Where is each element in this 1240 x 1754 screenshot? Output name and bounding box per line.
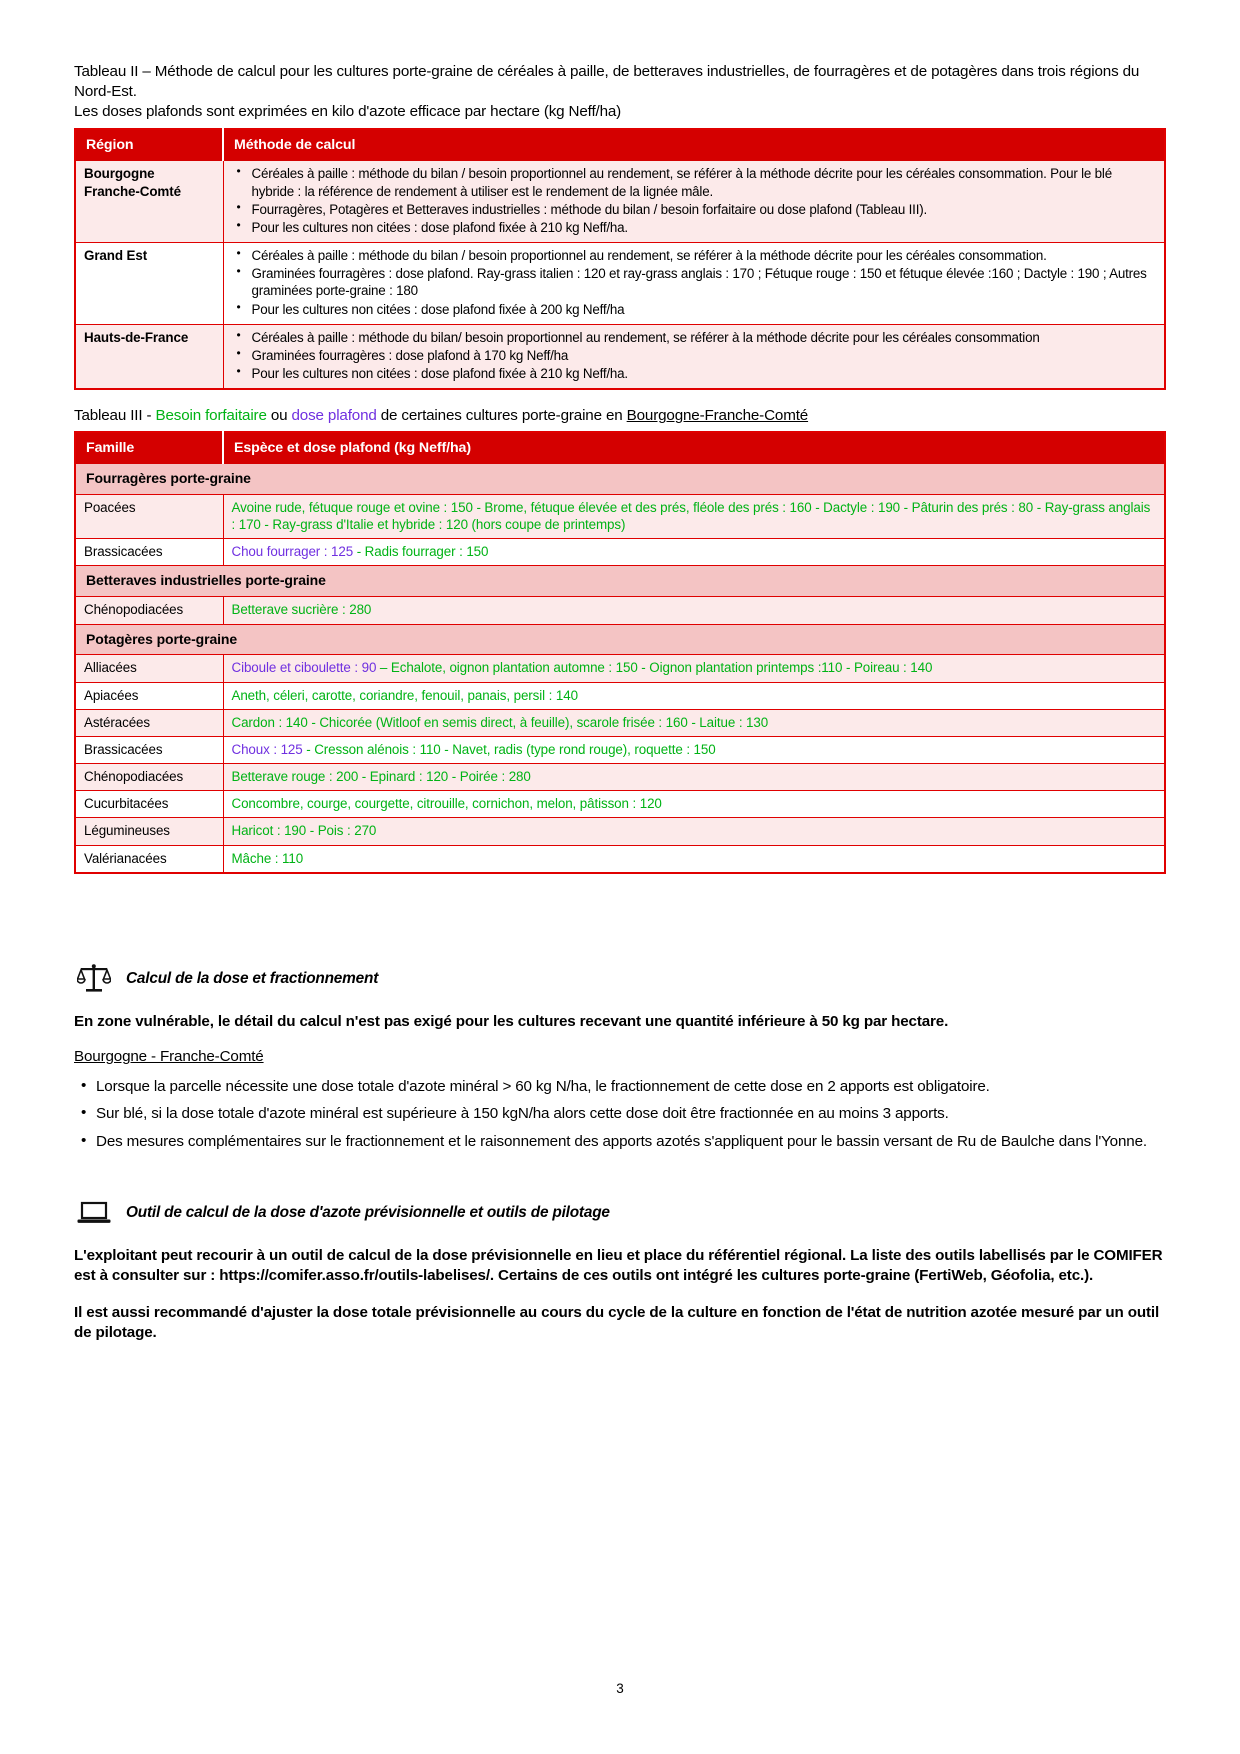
tableau2-header-region: Région bbox=[75, 129, 223, 161]
tableau3-caption-mid2: de certaines cultures porte-graine en bbox=[376, 407, 627, 425]
famille-cell: Valérianacées bbox=[75, 845, 223, 873]
section-dose-title: Calcul de la dose et fractionnement bbox=[126, 969, 379, 987]
section-dose-bullets bbox=[74, 1077, 1166, 1152]
section-outil-p1: L'exploitant peut recourir à un outil de calcul de la dose prévisionnelle en lieu et place du référentiel régional. La liste des outils labellisés par le COMIFER est à consulter sur : https://comifer.asso.fr/outils-labelises/. Certains de ces outils ont intégré les cultures porte-graine (FertiWeb, Géofolia, etc.). bbox=[74, 1247, 1163, 1285]
tableau3-caption bbox=[74, 406, 1166, 426]
famille-cell: Chénopodiacées bbox=[75, 597, 223, 624]
tableau2-region-bfc bbox=[75, 161, 223, 243]
list-item: • Pour les cultures non citées : dose plafond fixée à 210 kg Neff/ha. bbox=[250, 219, 1157, 236]
page-number: 3 bbox=[616, 1681, 624, 1696]
table-row bbox=[75, 736, 1165, 763]
table-row bbox=[75, 791, 1165, 818]
tableau3-header-row bbox=[75, 432, 1165, 464]
table-row bbox=[75, 655, 1165, 682]
espece-segment: Mâche : 110 bbox=[231, 850, 304, 866]
tableau2-method-hdf bbox=[223, 324, 1165, 389]
espece-segment: – Echalote, oignon plantation automne : 150 - Oignon plantation printemps :110 - Poireau : 140 bbox=[379, 660, 933, 676]
section-dose-header bbox=[74, 962, 1166, 996]
table-row bbox=[75, 818, 1165, 845]
espece-cell bbox=[223, 791, 1165, 818]
famille-cell: Apiacées bbox=[75, 682, 223, 709]
espece-cell bbox=[223, 845, 1165, 873]
famille-cell: Poacées bbox=[75, 494, 223, 538]
list-item: • Pour les cultures non citées : dose plafond fixée à 210 kg Neff/ha. bbox=[250, 365, 1157, 382]
tableau2 bbox=[74, 128, 1166, 390]
scales-balance-icon bbox=[74, 962, 114, 996]
espece-segment: Betterave rouge : 200 - Epinard : 120 - Poirée : 280 bbox=[231, 769, 531, 785]
tableau3-header-famille: Famille bbox=[75, 432, 223, 464]
list-item: • Céréales à paille : méthode du bilan / besoin proportionnel au rendement, se référer à la méthode décrite pour les céréales consommation. bbox=[250, 247, 1157, 264]
section-outil-header bbox=[74, 1196, 1166, 1230]
tableau3 bbox=[74, 431, 1166, 874]
tableau2-method-bfc bbox=[223, 161, 1165, 243]
table-row bbox=[75, 243, 1165, 325]
table-row bbox=[75, 494, 1165, 538]
espece-segment: Concombre, courge, courgette, citrouille, cornichon, melon, pâtisson : 120 bbox=[231, 796, 662, 812]
table-group-row bbox=[75, 624, 1165, 655]
espece-segment: Avoine rude, fétuque rouge et ovine : 150 - Brome, fétuque élevée et des prés, fléole des prés : 160 - Dactyle : 190 - Pâturin des prés : 80 - Ray-grass anglais : 170 - Ray-grass d'Italie et hybride : 120 (hors coupe de printemps) bbox=[231, 499, 1151, 533]
espece-segment: Haricot : 190 - Pois : 270 bbox=[231, 823, 377, 839]
section-outil-p2: Il est aussi recommandé d'ajuster la dose totale prévisionnelle au cours du cycle de la culture en fonction de l'état de nutrition azotée mesuré par un outil de pilotage. bbox=[74, 1303, 1160, 1342]
list-item: • Des mesures complémentaires sur le fractionnement et le raisonnement des apports azotés s'appliquent pour le bassin versant de Ru de Baulche dans l'Yonne. bbox=[96, 1132, 1166, 1152]
tableau3-caption-region: Bourgogne-Franche-Comté bbox=[626, 407, 809, 425]
list-item: • Céréales à paille : méthode du bilan/ besoin proportionnel au rendement, se référer à la méthode décrite pour les céréales consommation bbox=[250, 329, 1157, 346]
tableau2-region-hdf: Hauts-de-France bbox=[75, 324, 223, 389]
tableau3-caption-mid1: ou bbox=[266, 407, 292, 425]
table-row bbox=[75, 539, 1165, 566]
list-item: • Graminées fourragères : dose plafond. Ray-grass italien : 120 et ray-grass anglais : 170 ; Fétuque rouge : 150 et fétuque élevée :160 ; Dactyle : 190 ; Autres graminées porte-graine : 180 bbox=[250, 265, 1157, 299]
section-dose-intro: En zone vulnérable, le détail du calcul n'est pas exigé pour les cultures recevant une quantité inférieure à 50 kg par hectare. bbox=[74, 1012, 949, 1030]
region-line2: Franche-Comté bbox=[84, 183, 181, 199]
table-row bbox=[75, 709, 1165, 736]
group-title: Potagères porte-graine bbox=[75, 624, 1165, 655]
section-outil-title: Outil de calcul de la dose d'azote prévisionnelle et outils de pilotage bbox=[126, 1204, 610, 1222]
list-item: • Pour les cultures non citées : dose plafond fixée à 200 kg Neff/ha bbox=[250, 301, 1157, 318]
espece-segment: Ciboule et ciboulette : 90 bbox=[231, 660, 380, 676]
famille-cell: Chénopodiacées bbox=[75, 764, 223, 791]
tableau3-caption-prefix: Tableau III - bbox=[74, 407, 156, 425]
espece-cell bbox=[223, 736, 1165, 763]
tableau2-caption-line1: Tableau II – Méthode de calcul pour les cultures porte-graine de céréales à paille, de betteraves industrielles, de fourragères et de potagères dans trois régions du Nord-Est. bbox=[74, 63, 1140, 100]
table-group-row bbox=[75, 464, 1165, 495]
espece-cell bbox=[223, 494, 1165, 538]
tableau2-region-grandest: Grand Est bbox=[75, 243, 223, 325]
famille-cell: Brassicacées bbox=[75, 539, 223, 566]
espece-cell bbox=[223, 818, 1165, 845]
tableau3-header-espece: Espèce et dose plafond (kg Neff/ha) bbox=[223, 432, 1165, 464]
espece-segment: Betterave sucrière : 280 bbox=[231, 602, 372, 618]
group-title: Betteraves industrielles porte-graine bbox=[75, 566, 1165, 597]
table-group-row bbox=[75, 566, 1165, 597]
espece-cell bbox=[223, 597, 1165, 624]
tableau3-caption-green: Besoin forfaitaire bbox=[155, 407, 267, 425]
list-item: • Fourragères, Potagères et Betteraves industrielles : méthode du bilan / besoin forfaitaire ou dose plafond (Tableau III). bbox=[250, 201, 1157, 218]
list-item: • Lorsque la parcelle nécessite une dose totale d'azote minéral > 60 kg N/ha, le fractionnement de cette dose en 2 apports est obligatoire. bbox=[96, 1077, 1166, 1097]
famille-cell: Astéracées bbox=[75, 709, 223, 736]
espece-cell bbox=[223, 655, 1165, 682]
tableau2-caption-line2: Les doses plafonds sont exprimées en kilo d'azote efficace par hectare (kg Neff/ha) bbox=[74, 102, 622, 120]
table-row bbox=[75, 324, 1165, 389]
group-title: Fourragères porte-graine bbox=[75, 464, 1165, 495]
tableau2-header-row bbox=[75, 129, 1165, 161]
laptop-icon bbox=[74, 1196, 114, 1230]
tableau2-method-grandest bbox=[223, 243, 1165, 325]
list-item: • Céréales à paille : méthode du bilan / besoin proportionnel au rendement, se référer à la méthode décrite pour les céréales consommation. Pour le blé hybride : la référence de rendement à utiliser est le rendement de la lignée mâle. bbox=[250, 165, 1157, 199]
table-row bbox=[75, 597, 1165, 624]
espece-segment: Cardon : 140 - Chicorée (Witloof en semis direct, à feuille), scarole frisée : 160 - Laitue : 130 bbox=[231, 714, 769, 730]
region-line1: Bourgogne bbox=[84, 166, 155, 182]
list-item: • Graminées fourragères : dose plafond à 170 kg Neff/ha bbox=[250, 347, 1157, 364]
espece-segment: Chou fourrager : 125 bbox=[231, 544, 357, 560]
table-row bbox=[75, 161, 1165, 243]
table-row bbox=[75, 845, 1165, 873]
espece-segment: Aneth, céleri, carotte, coriandre, fenouil, panais, persil : 140 bbox=[231, 687, 578, 703]
section-dose-subheading: Bourgogne - Franche-Comté bbox=[74, 1048, 264, 1066]
famille-cell: Brassicacées bbox=[75, 736, 223, 763]
tableau2-header-methode: Méthode de calcul bbox=[223, 129, 1165, 161]
espece-cell bbox=[223, 764, 1165, 791]
espece-segment: Choux : 125 bbox=[231, 741, 307, 757]
espece-cell bbox=[223, 682, 1165, 709]
espece-segment: - Cresson alénois : 110 - Navet, radis (type rond rouge), roquette : 150 bbox=[306, 741, 716, 757]
famille-cell: Cucurbitacées bbox=[75, 791, 223, 818]
espece-segment: - Radis fourrager : 150 bbox=[356, 544, 489, 560]
tableau2-caption bbox=[74, 62, 1166, 121]
espece-cell bbox=[223, 539, 1165, 566]
table-row bbox=[75, 764, 1165, 791]
table-row bbox=[75, 682, 1165, 709]
list-item: • Sur blé, si la dose totale d'azote minéral est supérieure à 150 kgN/ha alors cette dose doit être fractionnée en au moins 3 apports. bbox=[96, 1104, 1166, 1124]
espece-cell bbox=[223, 709, 1165, 736]
famille-cell: Alliacées bbox=[75, 655, 223, 682]
tableau3-caption-purple: dose plafond bbox=[291, 407, 377, 425]
famille-cell: Légumineuses bbox=[75, 818, 223, 845]
